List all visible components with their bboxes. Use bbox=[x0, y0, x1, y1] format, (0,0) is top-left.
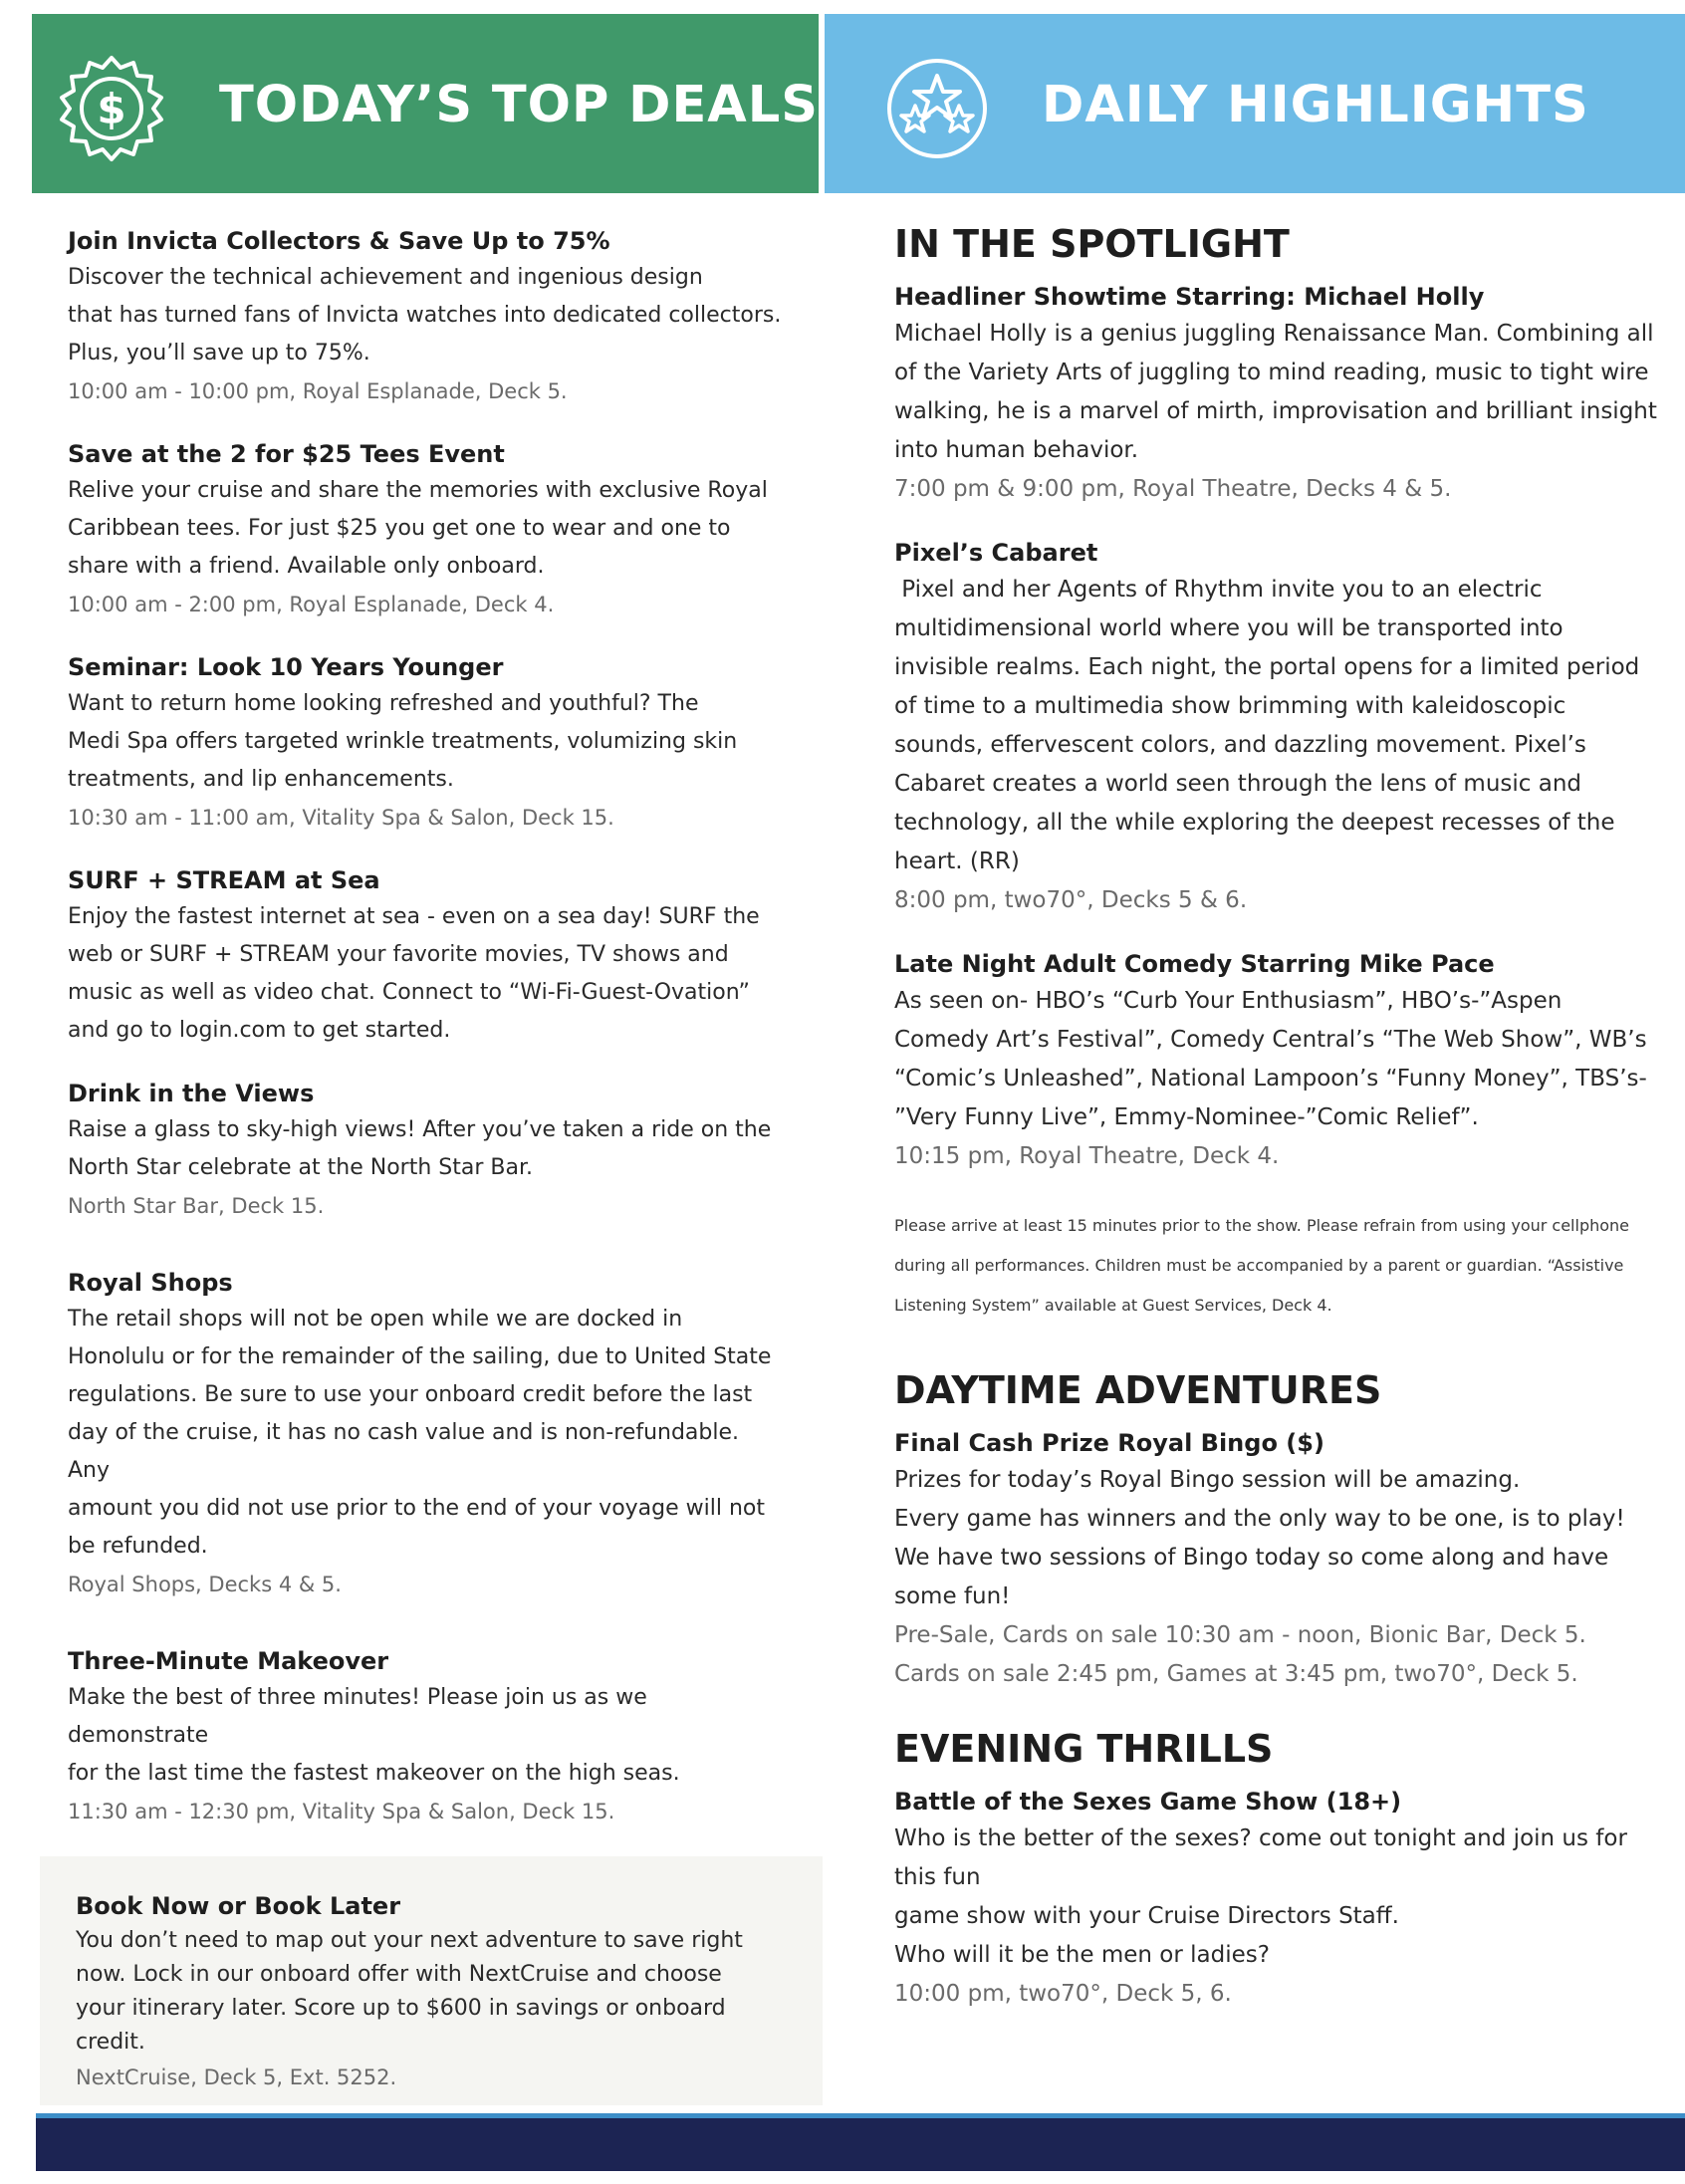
note-line: Please arrive at least 15 minutes prior to the show. Please refrain from using your cellphone bbox=[894, 1216, 1630, 1235]
deals-header bbox=[32, 14, 819, 193]
deal-title: Royal Shops bbox=[68, 1269, 233, 1297]
deal-drink-views bbox=[68, 1076, 785, 1225]
deal-line: and go to login.com to get started. bbox=[68, 1018, 451, 1043]
dollar-badge-icon bbox=[57, 54, 166, 163]
note-line: Listening System” available at Guest Services, Deck 4. bbox=[894, 1296, 1332, 1315]
event-title: Final Cash Prize Royal Bingo ($) bbox=[894, 1429, 1324, 1457]
deal-meta: 10:00 am - 2:00 pm, Royal Esplanade, Deck 4. bbox=[68, 593, 555, 616]
svg-text:$: $ bbox=[97, 85, 126, 133]
event-line: “Comic’s Unleashed”, National Lampoon’s “Funny Money”, TBS’s- bbox=[894, 1066, 1647, 1092]
deal-title: Drink in the Views bbox=[68, 1080, 315, 1107]
deal-title: Three-Minute Makeover bbox=[68, 1647, 389, 1675]
event-meta: 8:00 pm, two70°, Decks 5 & 6. bbox=[894, 887, 1248, 913]
event-line: of the Variety Arts of juggling to mind reading, music to tight wire bbox=[894, 360, 1649, 385]
event-line: Prizes for today’s Royal Bingo session will be amazing. bbox=[894, 1467, 1521, 1493]
deal-seminar bbox=[68, 649, 785, 837]
spotlight-pixels-cabaret bbox=[894, 535, 1661, 920]
highlights-column bbox=[894, 219, 1661, 2040]
evening-game-show bbox=[894, 1784, 1661, 2014]
event-line: Comedy Art’s Festival”, Comedy Central’s “The Web Show”, WB’s bbox=[894, 1027, 1647, 1053]
deal-line: amount you did not use prior to the end of your voyage will not bbox=[68, 1496, 766, 1521]
book-title: Book Now or Book Later bbox=[76, 1892, 401, 1920]
deal-surf-stream bbox=[68, 862, 785, 1050]
deal-line: Raise a glass to sky-high views! After you’ve taken a ride on the bbox=[68, 1117, 772, 1142]
footer-bar bbox=[36, 2113, 1685, 2171]
deal-line: music as well as video chat. Connect to “Wi-Fi-Guest-Ovation” bbox=[68, 980, 750, 1005]
deal-line: web or SURF + STREAM your favorite movies, TV shows and bbox=[68, 942, 729, 967]
event-line: Cabaret creates a world seen through the lens of music and bbox=[894, 771, 1582, 797]
event-line: As seen on- HBO’s “Curb Your Enthusiasm”, HBO’s-”Aspen bbox=[894, 988, 1563, 1014]
deal-title: SURF + STREAM at Sea bbox=[68, 866, 380, 894]
event-line: multidimensional world where you will be transported into bbox=[894, 615, 1564, 641]
event-title: Battle of the Sexes Game Show (18+) bbox=[894, 1788, 1402, 1816]
event-meta: 10:15 pm, Royal Theatre, Deck 4. bbox=[894, 1143, 1280, 1169]
daytime-bingo bbox=[894, 1425, 1661, 1694]
show-policy-note bbox=[894, 1206, 1661, 1326]
deal-tees bbox=[68, 436, 785, 623]
deal-title: Seminar: Look 10 Years Younger bbox=[68, 653, 504, 681]
note-line: during all performances. Children must be accompanied by a parent or guardian. “Assistive bbox=[894, 1256, 1624, 1275]
deal-title: Join Invicta Collectors & Save Up to 75% bbox=[68, 227, 610, 255]
event-line: heart. (RR) bbox=[894, 849, 1020, 874]
highlights-header bbox=[825, 14, 1685, 193]
event-line: walking, he is a marvel of mirth, improvisation and brilliant insight bbox=[894, 398, 1657, 424]
event-title: Pixel’s Cabaret bbox=[894, 539, 1098, 567]
daytime-heading: DAYTIME ADVENTURES bbox=[894, 1368, 1382, 1412]
deal-royal-shops bbox=[68, 1265, 785, 1603]
deal-line: regulations. Be sure to use your onboard credit before the last bbox=[68, 1382, 753, 1407]
deal-line: Discover the technical achievement and ingenious design bbox=[68, 265, 703, 290]
footer-accent-line bbox=[36, 2113, 1685, 2118]
deal-line: for the last time the fastest makeover on the high seas. bbox=[68, 1761, 680, 1786]
event-meta: 7:00 pm & 9:00 pm, Royal Theatre, Decks 4 & 5. bbox=[894, 476, 1452, 502]
event-line: We have two sessions of Bingo today so come along and have some fun! bbox=[894, 1545, 1609, 1609]
event-meta: 10:00 pm, two70°, Deck 5, 6. bbox=[894, 1981, 1232, 2007]
event-meta: Pre-Sale, Cards on sale 10:30 am - noon, Bionic Bar, Deck 5. bbox=[894, 1622, 1586, 1648]
deal-line: Honolulu or for the remainder of the sailing, due to United State bbox=[68, 1344, 772, 1369]
spotlight-mike-pace bbox=[894, 946, 1661, 1176]
deal-invicta bbox=[68, 223, 785, 410]
event-title: Headliner Showtime Starring: Michael Holly bbox=[894, 283, 1485, 311]
deal-line: be refunded. bbox=[68, 1534, 208, 1559]
deal-line: Enjoy the fastest internet at sea - even on a sea day! SURF the bbox=[68, 904, 760, 929]
deal-makeover bbox=[68, 1643, 785, 1830]
deals-title: TODAY’S TOP DEALS bbox=[219, 76, 820, 134]
deal-line: Plus, you’ll save up to 75%. bbox=[68, 341, 370, 365]
event-line: sounds, effervescent colors, and dazzling movement. Pixel’s bbox=[894, 732, 1586, 758]
deal-line: Make the best of three minutes! Please join us as we demonstrate bbox=[68, 1685, 647, 1748]
deal-line: North Star celebrate at the North Star Bar. bbox=[68, 1155, 533, 1180]
event-line: Who is the better of the sexes? come out tonight and join us for this fun bbox=[894, 1825, 1627, 1890]
book-line: your itinerary later. Score up to $600 in savings or onboard bbox=[76, 1996, 726, 2021]
book-line: You don’t need to map out your next adventure to save right bbox=[76, 1928, 743, 1953]
evening-heading: EVENING THRILLS bbox=[894, 1727, 1274, 1771]
deal-meta: 11:30 am - 12:30 pm, Vitality Spa & Salon, Deck 15. bbox=[68, 1800, 615, 1823]
event-line: of time to a multimedia show brimming with kaleidoscopic bbox=[894, 693, 1566, 719]
deal-line: Caribbean tees. For just $25 you get one to wear and one to bbox=[68, 516, 731, 541]
deal-line: day of the cruise, it has no cash value and is non-refundable. Any bbox=[68, 1420, 740, 1483]
event-line: Pixel and her Agents of Rhythm invite you to an electric bbox=[894, 577, 1543, 603]
deal-meta: 10:30 am - 11:00 am, Vitality Spa & Salon, Deck 15. bbox=[68, 806, 614, 830]
book-now-box bbox=[40, 1856, 823, 2105]
event-line: Who will it be the men or ladies? bbox=[894, 1942, 1270, 1968]
book-meta: NextCruise, Deck 5, Ext. 5252. bbox=[76, 2065, 397, 2089]
event-meta: Cards on sale 2:45 pm, Games at 3:45 pm, two70°, Deck 5. bbox=[894, 1661, 1578, 1687]
event-line: invisible realms. Each night, the portal opens for a limited period bbox=[894, 654, 1640, 680]
book-line: now. Lock in our onboard offer with NextCruise and choose bbox=[76, 1962, 722, 1987]
deal-line: share with a friend. Available only onboard. bbox=[68, 554, 545, 579]
event-line: Every game has winners and the only way to be one, is to play! bbox=[894, 1506, 1625, 1532]
book-line: credit. bbox=[76, 2030, 145, 2055]
deals-column bbox=[68, 223, 785, 1856]
event-line: game show with your Cruise Directors Staff. bbox=[894, 1903, 1399, 1929]
deal-meta: North Star Bar, Deck 15. bbox=[68, 1194, 325, 1218]
event-line: into human behavior. bbox=[894, 437, 1139, 463]
deal-line: Medi Spa offers targeted wrinkle treatments, volumizing skin bbox=[68, 729, 738, 754]
spotlight-michael-holly bbox=[894, 279, 1661, 509]
deal-line: Relive your cruise and share the memories with exclusive Royal bbox=[68, 478, 768, 503]
deal-line: Want to return home looking refreshed and youthful? The bbox=[68, 691, 699, 716]
spotlight-heading: IN THE SPOTLIGHT bbox=[894, 222, 1290, 266]
event-line: ”Very Funny Live”, Emmy-Nominee-”Comic Relief”. bbox=[894, 1104, 1479, 1130]
event-title: Late Night Adult Comedy Starring Mike Pace bbox=[894, 950, 1495, 978]
stars-badge-icon bbox=[882, 54, 992, 163]
highlights-title: DAILY HIGHLIGHTS bbox=[1042, 76, 1589, 134]
deal-meta: 10:00 am - 10:00 pm, Royal Esplanade, Deck 5. bbox=[68, 379, 568, 403]
deal-line: treatments, and lip enhancements. bbox=[68, 767, 454, 792]
event-line: Michael Holly is a genius juggling Renaissance Man. Combining all bbox=[894, 321, 1654, 347]
deal-title: Save at the 2 for $25 Tees Event bbox=[68, 440, 505, 468]
deal-line: that has turned fans of Invicta watches into dedicated collectors. bbox=[68, 303, 782, 328]
deal-meta: Royal Shops, Decks 4 & 5. bbox=[68, 1573, 342, 1596]
event-line: technology, all the while exploring the deepest recesses of the bbox=[894, 810, 1615, 836]
deal-line: The retail shops will not be open while we are docked in bbox=[68, 1307, 683, 1332]
